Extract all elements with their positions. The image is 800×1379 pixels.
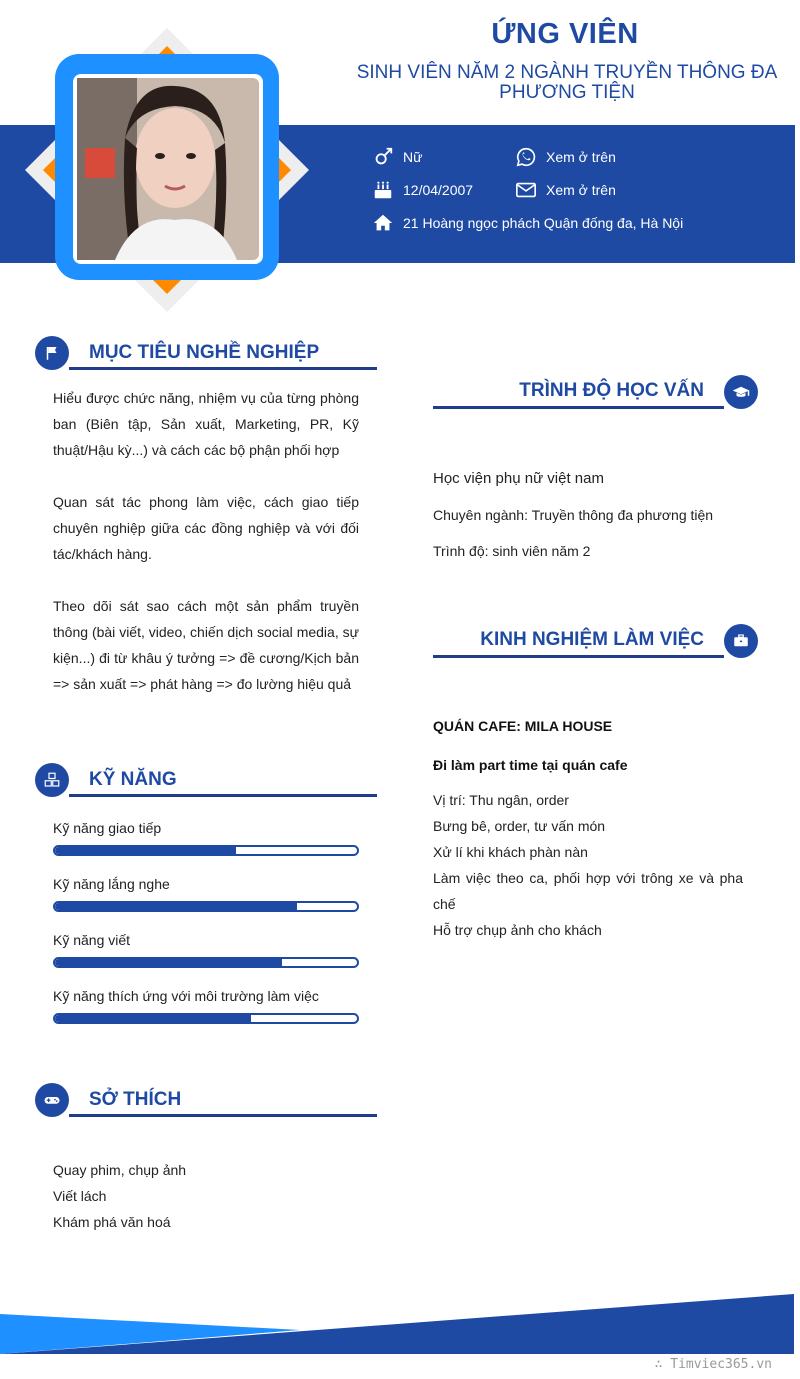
duty-item: Làm việc theo ca, phối hợp với trông xe và pha chế — [433, 870, 743, 912]
skill-item — [53, 988, 359, 1044]
hobbies-heading — [35, 1083, 380, 1121]
gender-icon — [372, 146, 394, 168]
birthday-cake-icon — [372, 179, 394, 201]
candidate-title: SINH VIÊN NĂM 2 NGÀNH TRUYỀN THÔNG ĐA PHƯƠNG TIỆN — [356, 62, 778, 103]
education-underline — [433, 406, 724, 409]
hobbies-title: SỞ THÍCH — [89, 1089, 182, 1110]
contact-birthday — [372, 179, 473, 201]
skill-label: Kỹ năng viết — [53, 932, 131, 948]
whatsapp-icon — [515, 146, 537, 168]
education-level: Trình độ: sinh viên năm 2 — [433, 543, 591, 559]
duty-item: Bưng bê, order, tư vấn món — [433, 818, 606, 834]
education-title: TRÌNH ĐỘ HỌC VẤN — [519, 380, 704, 401]
gamepad-icon — [35, 1083, 69, 1117]
skill-fill — [55, 847, 236, 854]
education-major: Chuyên ngành: Truyền thông đa phương tiện — [433, 507, 714, 523]
objective-paragraph: Theo dõi sát sao cách một sản phẩm truyền thông (bài viết, video, chiến dịch social media, sự kiện...) đi từ khâu ý tưởng => đề cương/Kịch bản => sản xuất => phát hàng => đo lường hiệu quả — [53, 598, 359, 692]
contact-phone — [515, 146, 616, 168]
objective-underline — [69, 367, 377, 370]
skills-underline — [69, 794, 377, 797]
hobby-item: Viết lách — [53, 1188, 107, 1204]
skill-bar — [53, 901, 359, 912]
skills-list — [53, 820, 359, 1044]
education-heading — [433, 375, 758, 413]
skill-fill — [55, 903, 297, 910]
education-school: Học viện phụ nữ việt nam — [433, 470, 604, 487]
skill-item — [53, 820, 359, 876]
objective-paragraph: Quan sát tác phong làm việc, cách giao tiếp chuyên nghiệp giữa các đồng nghiệp và với đối tác/khách hàng. — [53, 494, 359, 562]
skills-title: KỸ NĂNG — [89, 769, 177, 790]
experience-title: KINH NGHIỆM LÀM VIỆC — [480, 629, 704, 650]
contact-email — [515, 179, 616, 201]
hobby-item: Quay phim, chụp ảnh — [53, 1162, 187, 1178]
experience-body — [433, 718, 743, 943]
experience-heading — [433, 624, 758, 662]
flag-icon — [35, 336, 69, 370]
home-icon — [372, 212, 394, 234]
skill-label: Kỹ năng lắng nghe — [53, 876, 170, 892]
avatar — [25, 28, 309, 312]
hobbies-underline — [69, 1114, 377, 1117]
cubes-icon — [35, 763, 69, 797]
skill-label: Kỹ năng thích ứng với môi trường làm việc — [53, 988, 319, 1004]
hobby-item: Khám phá văn hoá — [53, 1214, 171, 1230]
phone-value: Xem ở trên — [546, 149, 616, 165]
skill-item — [53, 876, 359, 932]
skill-bar — [53, 845, 359, 856]
experience-underline — [433, 655, 724, 658]
skill-label: Kỹ năng giao tiếp — [53, 820, 162, 836]
contact-gender — [372, 146, 422, 168]
duty-item: Hỗ trợ chụp ảnh cho khách — [433, 922, 602, 938]
envelope-icon — [515, 179, 537, 201]
objective-body — [53, 385, 359, 697]
graduation-cap-icon — [724, 375, 758, 409]
education-body — [433, 470, 753, 559]
hobbies-list — [53, 1157, 359, 1235]
experience-role: Đi làm part time tại quán cafe — [433, 757, 628, 773]
address-value: 21 Hoàng ngọc phách Quận đống đa, Hà Nội — [403, 215, 684, 231]
footer-decoration — [0, 1290, 800, 1354]
briefcase-icon — [724, 624, 758, 658]
duty-item: Vị trí: Thu ngân, order — [433, 792, 569, 808]
email-value: Xem ở trên — [546, 182, 616, 198]
skill-bar — [53, 1013, 359, 1024]
objective-heading — [35, 336, 380, 374]
skills-heading — [35, 763, 380, 801]
duty-item: Xử lí khi khách phàn nàn — [433, 844, 588, 860]
skill-item — [53, 932, 359, 988]
objective-title: MỤC TIÊU NGHỀ NGHIỆP — [89, 342, 320, 363]
objective-paragraph: Hiểu được chức năng, nhiệm vụ của từng phòng ban (Biên tập, Sản xuất, Marketing, PR, Kỹ thuật/Hậu kỳ...) và cách các bộ phận phối hợp — [53, 390, 359, 458]
skill-fill — [55, 1015, 251, 1022]
candidate-name: ỨNG VIÊN — [491, 18, 639, 50]
watermark: ∴ Timviec365.vn — [654, 1357, 772, 1372]
birthday-value: 12/04/2007 — [403, 182, 474, 198]
experience-company: QUÁN CAFE: MILA HOUSE — [433, 718, 613, 734]
gender-value: Nữ — [403, 149, 423, 165]
skill-bar — [53, 957, 359, 968]
contact-address — [372, 212, 683, 234]
experience-duties — [433, 787, 743, 943]
skill-fill — [55, 959, 282, 966]
